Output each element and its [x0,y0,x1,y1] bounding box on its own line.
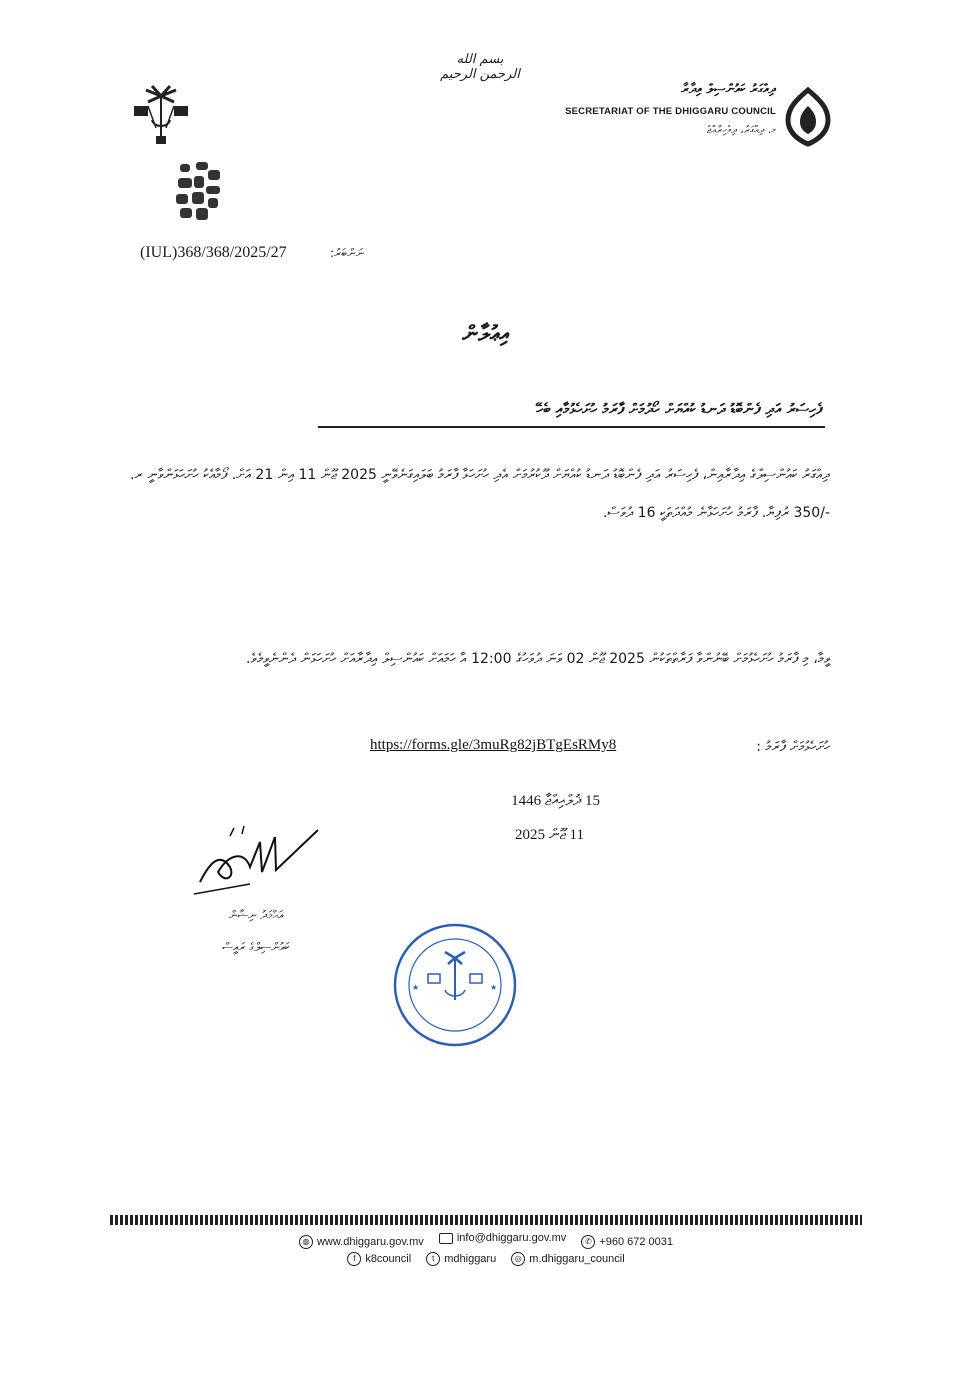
council-name-dhivehi: ދިއްގަރު ކައުންސިލް އިދާރާ [681,82,776,97]
footer-phone[interactable]: ✆ +960 672 0031 [581,1235,673,1249]
twitter-icon: t [426,1252,440,1266]
subject-underline [318,426,825,428]
reference-label: ނަންބަރު: [330,246,364,260]
official-seal-mark [172,160,226,224]
body-paragraph-2: ވީމާ، މި ފާރަމު ހުށަހެޅުމަށް ބޭނުންވާ ފަރާތްތަކުން 2025 ޖޫން 02 ވަނަ ދުވަހުގެ 12:00 އާ ހަމައަށް ކައުންސިލް އިދާރާއަށް ހުށަހަޅަން ދެންނެވީމެވެ. [246,651,830,667]
subject-heading: ފެހިސަރު އަދި ފެންބޮޑު ދަނޑު ކުއްޔަށް ހޯދުމަށް ފާރަމު ހުށަހެޅުމާއި ބެހޭ [536,400,822,418]
state-emblem [132,84,190,150]
hijri-date: 15 ޛުލްޙިއްޖާ 1446 [511,793,600,809]
phone-icon: ✆ [581,1235,595,1249]
facebook-icon: f [347,1252,361,1266]
council-logo [778,86,838,150]
globe-icon: ◍ [299,1235,313,1249]
footer-instagram[interactable]: ◎ m.dhiggaru_council [511,1252,624,1266]
form-link-label: ހުށަހެޅުމަށް ފާރަމު : [756,739,830,755]
footer-dotted-rule [110,1215,862,1225]
svg-text:★: ★ [412,983,420,992]
gregorian-date: 11 ޖޫން 2025 [514,827,584,843]
handwritten-signature [190,822,330,902]
footer-social-row [0,1252,972,1266]
bismillah-calligraphy: بسم الله الرحمن الرحيم [440,52,520,82]
instagram-icon: ◎ [511,1252,525,1266]
footer-facebook[interactable]: f k8council [347,1252,411,1266]
reference-number: (IUL)368/368/2025/27 [140,244,287,261]
footer-website[interactable]: ◍ www.dhiggaru.gov.mv [299,1235,424,1249]
page-title: އިޢުލާން [462,322,510,347]
signatory-name: އަޙްމަދު ނިޝާން [228,908,284,922]
svg-text:★: ★ [490,983,498,992]
mail-icon [439,1233,453,1244]
footer-contact-row [0,1232,972,1249]
form-link[interactable]: https://forms.gle/3muRg82jBTgEsRMy8 [370,737,617,753]
body-paragraph-1: ދިއްގަރު ކައުންސިލްގެ އިދާރާއިން، ފެހިސަރު އަދި ފެންބޮޑު ދަނޑު ކުއްޔަށް ދޫކުރުމަށް އެދި ހުށަހަޅާ ފާރަމު ބަލައިގަނެވޭނީ 2025 ޖޫން 11 އިން 21 އަށް. ފޯމާއެކު ހުށަހަޅަންވާނީ ރ. -/350 ރުފިޔާ. ފާރަމު ހުށަހަޅާނެ މުއްދަތަކީ 16 ދުވަސް. [130,467,830,521]
footer-twitter[interactable]: t mdhiggaru [426,1252,496,1266]
footer-email[interactable]: info@dhiggaru.gov.mv [439,1232,566,1244]
signatory-role: ކައުންސިލްގެ ރައީސް [222,940,290,954]
council-stamp [390,920,520,1050]
council-name-english: SECRETARIAT OF THE DHIGGARU COUNCIL [565,106,776,117]
council-address: މ. ދިއްގަރު، ދިވެހިރާއްޖެ [706,124,776,136]
